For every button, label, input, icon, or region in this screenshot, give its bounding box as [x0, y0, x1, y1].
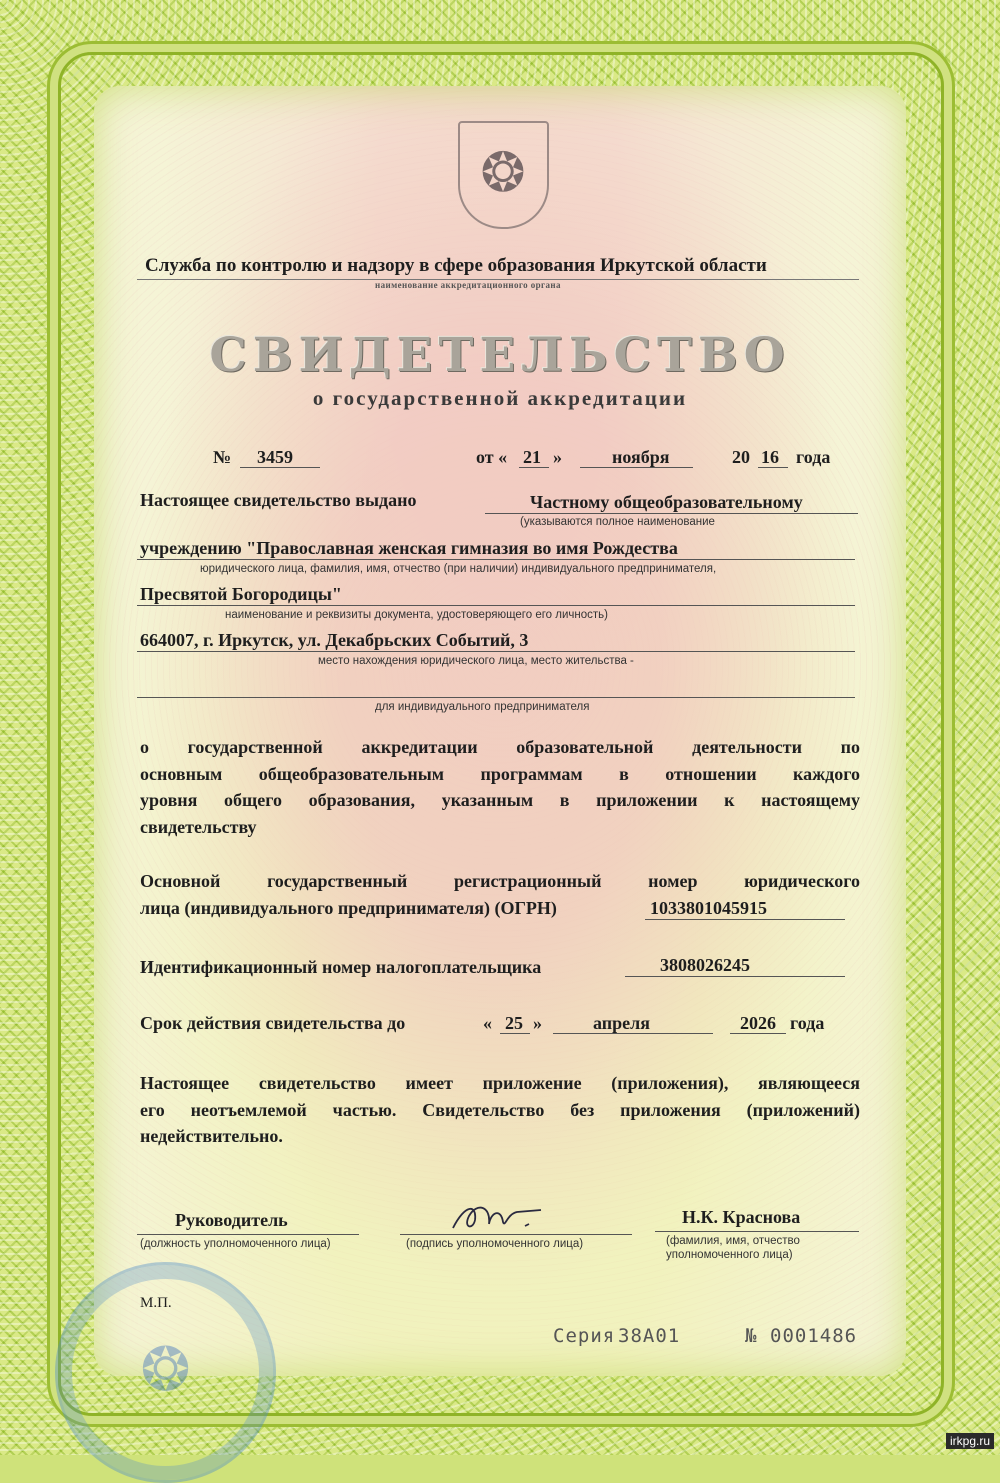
stamp-eagle-icon: ❂: [140, 1335, 191, 1405]
site-watermark: irkpg.ru: [946, 1433, 994, 1449]
name-caption-2: уполномоченного лица): [666, 1249, 793, 1261]
agency-name: Служба по контролю и надзору в сфере образования Иркутской области: [145, 255, 767, 276]
stamp-place-label: М.П.: [140, 1295, 172, 1311]
year-word: года: [796, 447, 831, 467]
inn-label: Идентификационный номер налогоплательщика: [140, 957, 542, 977]
name-underline: [655, 1231, 859, 1232]
holder-line-2: учреждению "Православная женская гимназия во имя Рождества: [140, 538, 678, 558]
ogrn-line-2: лица (индивидуального предпринимателя) (ОГРН): [140, 898, 557, 918]
series-value: 38А01: [618, 1325, 681, 1347]
signer-position: Руководитель: [175, 1210, 288, 1230]
holder-underline-2: [137, 559, 855, 560]
blank-underline: [137, 697, 855, 698]
paragraph-line-3: уровня общего образования, указанным в приложении к настоящему: [140, 790, 860, 810]
caption-4: место нахождения юридического лица, место жительства -: [318, 655, 634, 667]
agency-caption: наименование аккредитационного органа: [375, 280, 561, 290]
accreditation-paragraph: [140, 734, 860, 840]
validity-year-underline: [730, 1033, 786, 1034]
inn-underline: [625, 976, 845, 977]
ogrn-block: [140, 868, 860, 895]
appendix-line-2: его неотъемлемой частью. Свидетельство без приложения (приложений): [140, 1099, 860, 1120]
coat-of-arms-emblem: [458, 121, 549, 229]
issue-year-suffix: 16: [761, 447, 779, 467]
caption-2: юридического лица, фамилия, имя, отчество (при наличии) индивидуального предпринимателя,: [200, 563, 717, 575]
address-underline: [137, 651, 855, 652]
issued-label: Настоящее свидетельство выдано: [140, 490, 417, 510]
issue-month: ноября: [612, 447, 670, 467]
signature-underline: [400, 1234, 632, 1235]
inn-value: 3808026245: [660, 955, 750, 975]
validity-day-underline: [500, 1033, 530, 1034]
validity-close-quote: »: [533, 1013, 542, 1033]
holder-line-3: Пресвятой Богородицы": [140, 584, 342, 604]
position-underline: [137, 1234, 359, 1235]
validity-month: апреля: [593, 1013, 650, 1033]
number-underline: [240, 467, 320, 468]
serial-number-label: №: [745, 1325, 758, 1347]
validity-label: Срок действия свидетельства до: [140, 1013, 406, 1033]
holder-address: 664007, г. Иркутск, ул. Декабрьских Событий, 3: [140, 630, 529, 650]
holder-underline-3: [137, 605, 855, 606]
double-headed-eagle-icon: ❂: [480, 141, 526, 204]
number-label: №: [213, 447, 232, 467]
validity-year-word: года: [790, 1013, 825, 1033]
series-label: Серия: [553, 1325, 616, 1347]
year-underline: [758, 467, 788, 468]
date-from-label: от «: [476, 447, 508, 467]
day-underline: [519, 467, 549, 468]
serial-number: 0001486: [770, 1325, 858, 1347]
caption-5: для индивидуального предпринимателя: [375, 701, 590, 713]
signature-caption: (подпись уполномоченного лица): [406, 1238, 584, 1250]
ogrn-line-1: Основной государственный регистрационный номер юридического: [140, 871, 860, 891]
paragraph-line-2: основным общеобразовательным программам в отношении каждого: [140, 763, 860, 784]
caption-1: (указываются полное наименование: [520, 516, 715, 528]
signer-name: Н.К. Краснова: [682, 1207, 801, 1227]
validity-year: 2026: [740, 1013, 776, 1033]
name-caption-1: (фамилия, имя, отчество: [666, 1235, 800, 1247]
validity-open-quote: «: [483, 1013, 492, 1033]
holder-line-1: Частному общеобразовательному: [530, 492, 803, 512]
appendix-line-1: Настоящее свидетельство имеет приложение (приложения), являющееся: [140, 1073, 860, 1093]
document-title: СВИДЕТЕЛЬСТВО: [209, 328, 791, 383]
document-subtitle: о государственной аккредитации: [312, 386, 688, 410]
paragraph-line-4: свидетельству: [140, 816, 257, 837]
issue-day-close-quote: »: [553, 447, 562, 467]
validity-day: 25: [505, 1013, 523, 1033]
handwritten-signature: [445, 1198, 555, 1238]
position-caption: (должность уполномоченного лица): [140, 1238, 331, 1250]
issue-day: 21: [523, 447, 541, 467]
appendix-line-3: недействительно.: [140, 1126, 283, 1146]
month-underline: [580, 467, 693, 468]
caption-3: наименование и реквизиты документа, удостоверяющего его личность): [225, 609, 608, 621]
holder-underline-1: [485, 513, 858, 514]
appendix-paragraph: [140, 1070, 860, 1150]
validity-month-underline: [553, 1033, 713, 1034]
certificate-number: 3459: [257, 447, 293, 467]
ogrn-value: 1033801045915: [650, 898, 767, 918]
paragraph-line-1: о государственной аккредитации образовательной деятельности по: [140, 737, 860, 757]
issue-year-prefix: 20: [732, 447, 750, 467]
ogrn-underline: [645, 919, 845, 920]
